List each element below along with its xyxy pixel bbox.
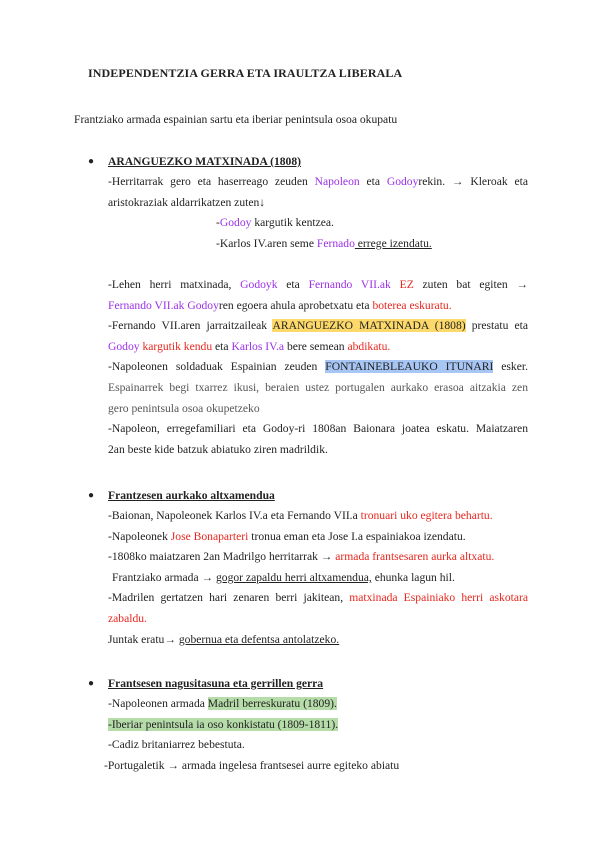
text-line: -Madrilen gertatzen hari zenaren berri jakitean, matxinada Espainiako herri askotara [108, 591, 528, 605]
text-line: 2an beste kide batzuk abiatuko ziren madrildik. [108, 442, 328, 456]
text-line: Juntak eratu→ gobernua eta defentsa antolatzeko. [108, 632, 340, 646]
text-line: Frantziako armada → gogor zapaldu herri altxamendua, ehunka lagun hil. [112, 570, 455, 584]
section-heading [88, 152, 528, 172]
heading-text: ARANGUEZKO MATXINADA (1808) [108, 155, 302, 168]
text-line: -Napoleon, erregefamiliari eta Godoy-ri 1808an Baionara joatea eskatu. Maiatzaren [108, 422, 528, 436]
intro-text: Frantziako armada espainian sartu eta iberiar penintsula osoa okupatu [74, 113, 398, 126]
page-title: INDEPENDENTZIA GERRA ETA IRAULTZA LIBERALA [88, 66, 403, 80]
text-line: -Baionan, Napoleonek Karlos IV.a eta Fernando VII.a tronuari uko egitera behartu. [108, 509, 493, 522]
text-line: gero penintsula osoa okupetzeko [108, 401, 260, 415]
text-line: aristokraziak aldarrikatzen zuten↓ [108, 195, 266, 209]
text-line: -Napoleonen armada Madril berreskuratu (1809). [108, 697, 337, 710]
bullet-icon: ● [88, 156, 95, 167]
section-heading [88, 674, 528, 694]
text-line: -Cadiz britaniarrez bebestuta. [108, 738, 245, 752]
text-line: -Napoleonen soldaduak Espainian zeuden FONTAINEBLEAUKO ITUNARI esker. [108, 360, 528, 374]
heading-text: Frantsesen nagusitasuna eta gerrillen gerra [108, 677, 324, 690]
section-altxamendua [88, 486, 528, 650]
text-line: Espainarrek begi txarrez ikusi, beraien ustez portugalen aurkako erasoa aitzakia zen [108, 380, 528, 394]
text-line: -Karlos IV.aren seme Fernado errege izendatu. [216, 236, 432, 250]
text-line: -Godoy kargutik kentzea. [216, 216, 334, 230]
text-line: -Napoleonek Jose Bonaparteri tronua eman eta Jose I.a espainiakoa izendatu. [108, 529, 466, 543]
text-line: Godoy kargutik kendu eta Karlos IV.a bere semean abdikatu. [108, 339, 391, 353]
text-line: zabaldu. [108, 611, 147, 625]
section-gerrillak [88, 674, 528, 776]
text-line: -Lehen herri matxinada, Godoyk eta Fernando VII.ak EZ zuten bat egiten → [108, 277, 528, 291]
text-line: Fernando VII.ak Godoyren egoera ahula aprobetxatu eta boterea eskuratu. [108, 298, 452, 312]
text-line: -Fernando VII.aren jarraitzaileak ARANGUEZKO MATXINADA (1808) prestatu eta [108, 319, 528, 333]
text-line: -Iberiar penintsula ia oso konkistatu (1809-1811). [108, 717, 339, 731]
section-heading [88, 486, 528, 506]
text-line: -1808ko maiatzaren 2an Madrilgo herritarrak → armada frantsesaren aurka altxatu. [108, 550, 495, 564]
blank-line [88, 254, 528, 275]
bullet-icon: ● [88, 678, 95, 689]
section-aranguez [88, 152, 528, 460]
text-line: -Portugaletik → armada ingelesa frantsesei aurre egiteko abiatu [104, 758, 400, 772]
bullet-icon: ● [88, 490, 95, 501]
text-line: -Herritarrak gero eta haserreago zeuden Napoleon eta Godoyrekin. → Kleroak eta [108, 175, 528, 188]
heading-text: Frantzesen aurkako altxamendua [108, 489, 275, 502]
